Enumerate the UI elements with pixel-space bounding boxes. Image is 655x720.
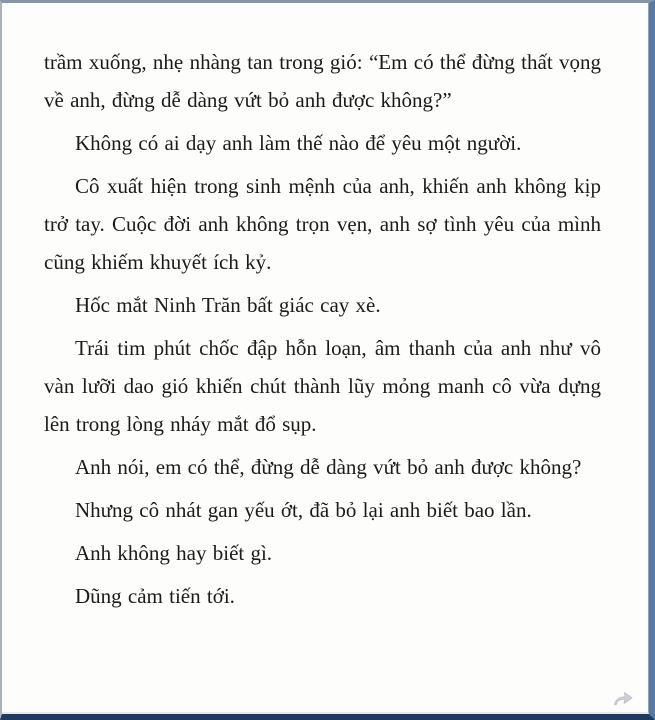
text-area	[4, 3, 643, 708]
paragraph: Dũng cảm tiến tới.	[75, 584, 235, 608]
page-corner-arrow-icon[interactable]	[611, 688, 635, 708]
paragraph: Anh không hay biết gì.	[75, 541, 273, 565]
paragraph: Hốc mắt Ninh Trăn bất giác cay xè.	[75, 293, 381, 317]
paragraph: Anh nói, em có thể, đừng dễ dàng vứt bỏ anh được không?	[75, 455, 582, 479]
paragraph: Cô xuất hiện trong sinh mệnh của anh, khiến anh không kịp trở tay. Cuộc đời anh không trọn vẹn, anh sợ tình yêu của mình cũng khiếm khuyết ích kỷ.	[44, 174, 601, 274]
paragraph: trầm xuống, nhẹ nhàng tan trong gió: “Em có thể đừng thất vọng về anh, đừng dễ dàng vứt bỏ anh được không?”	[44, 50, 601, 112]
paragraph: Nhưng cô nhát gan yếu ớt, đã bỏ lại anh biết bao lần.	[75, 498, 532, 522]
paragraph: Không có ai dạy anh làm thế nào để yêu một người.	[75, 131, 522, 155]
paragraph: Trái tim phút chốc đập hỗn loạn, âm thanh của anh như vô vàn lưỡi dao gió khiến chút thành lũy mỏng manh cô vừa dựng lên trong lòng nháy mắt đổ sụp.	[44, 336, 601, 436]
